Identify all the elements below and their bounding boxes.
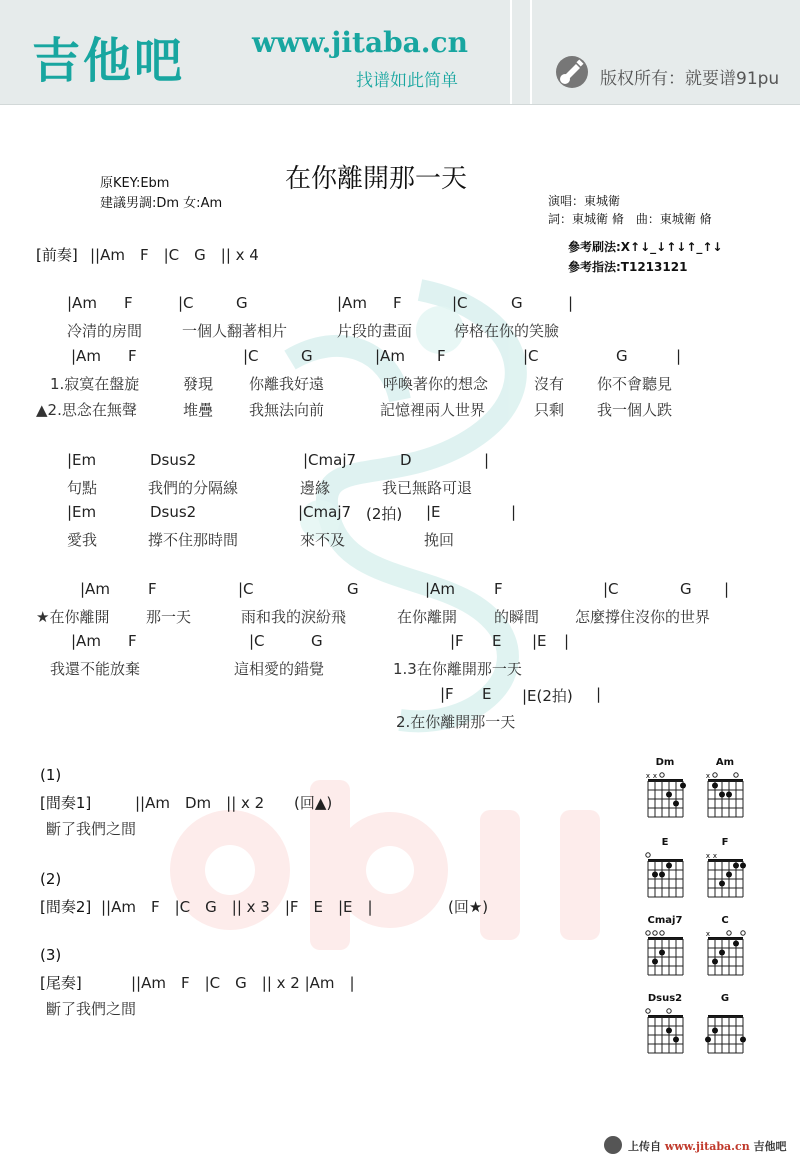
chord: | xyxy=(724,580,730,598)
chord-name: E xyxy=(661,837,669,848)
lyric: 1.寂寞在盤旋 xyxy=(50,375,140,393)
chord: G xyxy=(311,632,323,650)
chord: |Em xyxy=(67,503,97,521)
chord: F xyxy=(494,580,503,598)
interlude1-label: [間奏1] xyxy=(40,794,92,812)
interlude2-chords: ||Am F |C G || x 3 |F E |E | xyxy=(101,898,373,916)
lyric: 冷清的房間 xyxy=(67,322,143,340)
lyric: ★在你離開 xyxy=(36,608,110,626)
chord: |C xyxy=(523,347,539,365)
chord: |F xyxy=(440,685,454,703)
chord: Dsus2 xyxy=(150,451,197,469)
chord: | xyxy=(596,685,602,703)
chord: |Am xyxy=(67,294,97,312)
chord: F xyxy=(148,580,157,598)
chord: |E xyxy=(532,632,547,650)
finger-dot xyxy=(726,872,732,878)
credits: 詞：東城衛 脩 曲：東城衛 脩 xyxy=(548,212,712,226)
svg-text:x: x xyxy=(705,772,711,780)
svg-text:x: x xyxy=(705,852,711,860)
finger-dot xyxy=(719,881,725,887)
svg-text:x: x xyxy=(705,930,711,938)
lyric: 停格在你的笑臉 xyxy=(454,322,560,340)
chord: |Am xyxy=(80,580,110,598)
lyric: 這相愛的錯覺 xyxy=(234,660,325,678)
chord-name: Dm xyxy=(655,757,675,768)
finger-dot xyxy=(726,792,732,798)
svg-text:x: x xyxy=(645,772,651,780)
chord: |Am xyxy=(425,580,455,598)
outro-label: [尾奏] xyxy=(40,974,82,992)
lyric: 記憶裡兩人世界 xyxy=(380,401,486,419)
chord: | xyxy=(511,503,517,521)
guitar-footer-icon xyxy=(604,1136,622,1154)
chord: |C xyxy=(243,347,259,365)
finger-dot xyxy=(666,1028,672,1034)
chord: |Am xyxy=(71,347,101,365)
site-slogan: 找谱如此简单 xyxy=(356,71,458,91)
finger-dot xyxy=(666,863,672,869)
finger-dot xyxy=(652,872,658,878)
beat-note: (2拍) xyxy=(366,505,403,523)
lyric: 斷了我們之間 xyxy=(46,820,137,838)
lyric: 句點 xyxy=(67,479,98,497)
chord: |Cmaj7 xyxy=(298,503,352,521)
svg-text:x: x xyxy=(652,772,658,780)
interlude2-label: [間奏2] xyxy=(40,898,92,916)
91pu-watermark xyxy=(160,740,620,960)
lyric: 雨和我的淚紛飛 xyxy=(241,608,347,626)
footer-upload: 上传自 xyxy=(628,1140,661,1153)
footer-url[interactable]: www.jitaba.cn xyxy=(664,1140,750,1153)
chord: |Am xyxy=(375,347,405,365)
singer: 演唱：東城衛 xyxy=(548,194,621,208)
site-logo[interactable]: 吉他吧 xyxy=(32,33,186,89)
finger-dot xyxy=(659,872,665,878)
finger-dot xyxy=(719,950,725,956)
chord-name: G xyxy=(720,993,730,1004)
chord: F xyxy=(437,347,446,365)
interlude1-chords: ||Am Dm || x 2 xyxy=(135,794,265,812)
finger-dot xyxy=(712,1028,718,1034)
chord: G xyxy=(680,580,692,598)
lyric: 1.3在你離開那一天 xyxy=(393,660,522,678)
lyric: 那一天 xyxy=(146,608,192,626)
lyric: 撐不住那時間 xyxy=(148,531,239,549)
part-number: (1) xyxy=(40,766,62,784)
finger-dot xyxy=(666,792,672,798)
svg-text:x: x xyxy=(712,852,718,860)
chord: G xyxy=(301,347,313,365)
lyric: 我一個人跌 xyxy=(597,401,673,419)
part-number: (2) xyxy=(40,870,62,888)
chord: |Am xyxy=(337,294,367,312)
finger-dot xyxy=(705,1037,711,1043)
intro-chords: ||Am F |C G || x 4 xyxy=(90,246,259,264)
pick-pattern: 參考指法:T1213121 xyxy=(568,260,688,274)
chord: F xyxy=(128,632,137,650)
banner-divider xyxy=(530,0,532,104)
lyric: 愛我 xyxy=(67,531,98,549)
chord: | xyxy=(484,451,490,469)
lyric: 你不會聽見 xyxy=(597,375,673,393)
chord: | xyxy=(676,347,682,365)
lyric: 在你離開 xyxy=(397,608,458,626)
lyric: 我們的分隔線 xyxy=(148,479,239,497)
chord-diagram xyxy=(703,1005,749,1063)
lyric: 你離我好遠 xyxy=(249,375,325,393)
lyric: 一個人翻著相片 xyxy=(182,322,288,340)
chord: E xyxy=(492,632,502,650)
finger-dot xyxy=(719,792,725,798)
return-mark: (回★) xyxy=(448,898,489,916)
finger-dot xyxy=(740,1037,746,1043)
intro-label: [前奏] xyxy=(36,246,78,264)
chord: |C xyxy=(452,294,468,312)
finger-dot xyxy=(740,863,746,869)
chord-diagram xyxy=(703,927,749,985)
lyric: 呼喚著你的想念 xyxy=(383,375,489,393)
chord: Dsus2 xyxy=(150,503,197,521)
lyric: ▲2.思念在無聲 xyxy=(36,401,137,419)
chord: G xyxy=(511,294,523,312)
lyric: 我還不能放棄 xyxy=(50,660,141,678)
chord-diagram xyxy=(703,849,749,907)
site-url[interactable]: www.jitaba.cn xyxy=(252,26,468,59)
lyric: 怎麼撐住沒你的世界 xyxy=(575,608,711,626)
lyric: 來不及 xyxy=(300,531,346,549)
part-number: (3) xyxy=(40,946,62,964)
chord: |C xyxy=(603,580,619,598)
lyric: 堆疊 xyxy=(183,401,214,419)
chord: D xyxy=(400,451,412,469)
chord: F xyxy=(124,294,133,312)
chord: |E xyxy=(426,503,441,521)
chord: |Em xyxy=(67,451,97,469)
lyric: 斷了我們之間 xyxy=(46,1000,137,1018)
lyric: 挽回 xyxy=(424,531,455,549)
banner-divider xyxy=(510,0,512,104)
lyric: 我已無路可退 xyxy=(382,479,473,497)
lyric: 2.在你離開那一天 xyxy=(396,713,516,731)
chord-name: Am xyxy=(715,757,735,768)
strum-pattern: 參考刷法:X↑↓_↓↑↓↑_↑↓ xyxy=(568,240,723,254)
return-mark: (回▲) xyxy=(294,794,333,812)
lyric: 邊緣 xyxy=(300,479,331,497)
chord: F xyxy=(128,347,137,365)
copyright-text: 版权所有：就要谱91pu xyxy=(600,69,780,89)
chord-name: Dsus2 xyxy=(647,993,683,1004)
footer-brand: 吉他吧 xyxy=(753,1140,787,1153)
lyric: 片段的畫面 xyxy=(337,322,413,340)
lyric: 發現 xyxy=(183,375,214,393)
finger-dot xyxy=(673,801,679,807)
footer xyxy=(628,1138,787,1154)
chord-name: C xyxy=(721,915,729,926)
guitar-logo-icon xyxy=(556,56,588,88)
finger-dot xyxy=(712,959,718,965)
chord: |C xyxy=(249,632,265,650)
chord: |Am xyxy=(71,632,101,650)
chord-diagram xyxy=(643,849,689,907)
chord: |C xyxy=(178,294,194,312)
outro-chords: ||Am F |C G || x 2 |Am | xyxy=(131,974,355,992)
finger-dot xyxy=(673,1037,679,1043)
chord-name: Cmaj7 xyxy=(647,915,683,926)
chord: |F xyxy=(450,632,464,650)
song-title: 在你離開那一天 xyxy=(285,164,468,194)
chord: | xyxy=(564,632,570,650)
finger-dot xyxy=(733,941,739,947)
chord: |C xyxy=(238,580,254,598)
finger-dot xyxy=(712,783,718,789)
lyric: 只剩 xyxy=(534,401,565,419)
chord: |Cmaj7 xyxy=(303,451,357,469)
chord-diagram xyxy=(643,927,689,985)
chord: F xyxy=(393,294,402,312)
chord: E xyxy=(482,685,492,703)
finger-dot xyxy=(652,959,658,965)
finger-dot xyxy=(659,950,665,956)
chord-diagram xyxy=(643,769,689,827)
suggested-key: 建議男調:Dm 女:Am xyxy=(100,196,223,211)
lyric: 我無法向前 xyxy=(249,401,325,419)
original-key: 原KEY:Ebm xyxy=(100,176,170,191)
chord-name: F xyxy=(721,837,729,848)
lyric: 的瞬間 xyxy=(494,608,540,626)
chord: |E(2拍) xyxy=(522,687,573,705)
finger-dot xyxy=(680,783,686,789)
finger-dot xyxy=(733,863,739,869)
chord: G xyxy=(616,347,628,365)
chord: G xyxy=(236,294,248,312)
chord-diagram xyxy=(703,769,749,827)
chord-diagram xyxy=(643,1005,689,1063)
lyric: 沒有 xyxy=(534,375,565,393)
chord: | xyxy=(568,294,574,312)
chord: G xyxy=(347,580,359,598)
